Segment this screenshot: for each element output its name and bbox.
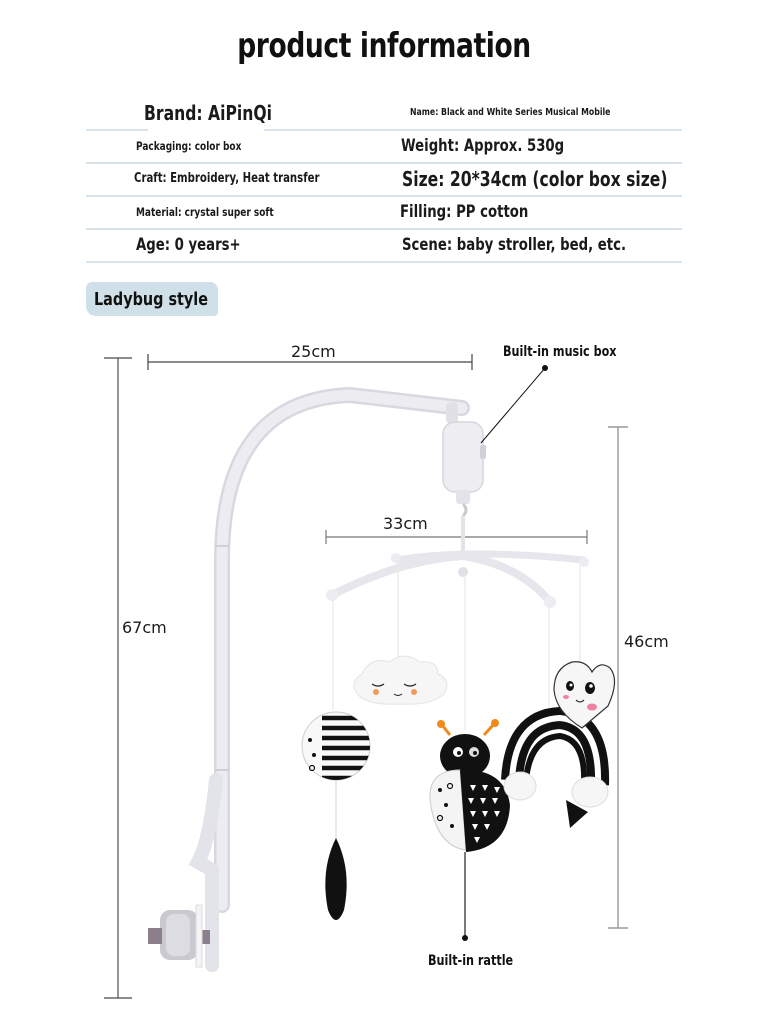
scene-value: Scene: baby stroller, bed, etc. — [402, 234, 627, 255]
music-box-icon — [443, 402, 486, 556]
dimension-line-33cm — [326, 530, 587, 544]
music-box-callout: Built-in music box — [503, 344, 617, 360]
page-title: product information — [237, 26, 531, 66]
striped-ball-toy — [302, 712, 372, 780]
hanger-width-label: 33cm — [383, 514, 428, 533]
craft-value: Craft: Embroidery, Heat transfer — [134, 171, 320, 186]
toy-hanger — [326, 553, 589, 608]
filling-value: Filling: PP cotton — [400, 201, 529, 222]
dimension-line-67cm — [104, 358, 132, 998]
age-value: Age: 0 years+ — [136, 234, 241, 255]
packaging-value: Packaging: color box — [136, 138, 242, 153]
name-value: Name: Black and White Series Musical Mobile — [410, 107, 611, 118]
black-drop-toy — [325, 838, 346, 920]
size-value: Size: 20*34cm (color box size) — [402, 166, 668, 191]
arm-width-label: 25cm — [291, 342, 336, 361]
hanging-height-label: 46cm — [624, 632, 669, 651]
rattle-callout: Built-in rattle — [428, 953, 514, 969]
weight-value: Weight: Approx. 530g — [401, 135, 565, 156]
brand-value: Brand: AiPinQi — [144, 100, 272, 125]
material-value: Material: crystal super soft — [136, 204, 274, 219]
ladybug-toy — [430, 719, 510, 941]
total-height-label: 67cm — [122, 618, 167, 637]
music-box-callout-pointer — [481, 365, 548, 443]
rainbow-toy — [504, 718, 608, 828]
cloud-toy — [354, 656, 447, 704]
clamp-knob — [148, 905, 210, 967]
style-tab-label: Ladybug style — [94, 288, 209, 310]
